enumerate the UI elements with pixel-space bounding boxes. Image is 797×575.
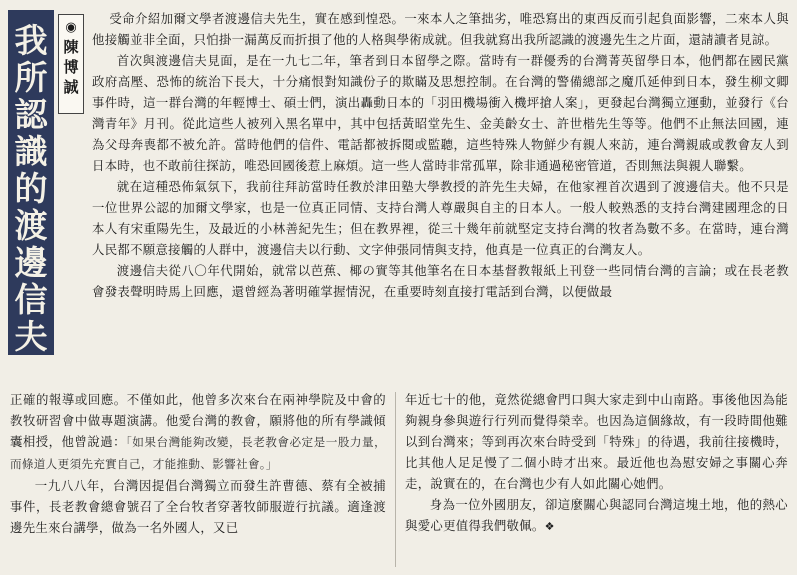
end-mark-icon: ❖ <box>544 520 555 533</box>
title-char: 認 <box>14 95 48 134</box>
paragraph-lectures-text: 正確的報導或回應。不僅如此，他曾多次來台在兩神學院及中會的教牧研習會中做專題演講。他愛台灣的教會，願將他的所有學識傾囊相授，他曾說過： <box>10 392 386 449</box>
title-char: 所 <box>14 58 48 97</box>
quote-text: 「如果台灣能夠改變，長老教會必定是一股力量，而條道人更須先充實自己，才能推動、影響社會。」 <box>10 435 386 471</box>
paragraph-closing <box>405 494 788 537</box>
author-byline <box>58 14 84 114</box>
article-column-right <box>405 389 788 569</box>
title-char: 的 <box>14 169 48 208</box>
title-char: 信 <box>14 280 48 319</box>
title-text <box>15 22 48 355</box>
author-name <box>63 37 78 97</box>
paragraph-visit: 就在這種恐佈氣氛下，我前往拜訪當時任教於津田塾大學教授的許先生夫婦，在他家裡首次遇到了渡邊信夫。他不只是一位世界公認的加爾文學家，也是一位真正同情、支持台灣人尊嚴與自主的日本人。一般人較熟悉的支持台灣建國理念的日本人有宋重陽先生，及最近的小林善紀先生；但在教界裡，從三十幾年前就堅定支持台灣的牧者為數不多。在當時，連台灣人民都不願意接觸的人群中，渡邊信夫以行動、文字伸張同情與支持，他真是一位真正的台灣友人。 <box>92 179 789 257</box>
article-body-upper <box>92 8 789 384</box>
paragraph-eighties: 渡邊信夫從八〇年代開始，就常以芭蕉、椰の實等其他筆名在日本基督教報紙上刊登一些同情台灣的言論；或在長老教會發表聲明時馬上回應，還曾經為著明確掌握情況，在重要時刻直接打電話到台灣，以便做最 <box>92 263 789 299</box>
paragraph-lectures <box>10 389 386 475</box>
title-char: 識 <box>14 132 48 171</box>
author-char: 博 <box>63 58 79 76</box>
title-char: 邊 <box>14 243 48 282</box>
article-column-left <box>10 389 386 569</box>
paragraph-first-meeting: 首次與渡邊信夫見面，是在一九七二年，筆者到日本留學之際。當時有一群優秀的台灣菁英留學日本，他們都在國民黨政府高壓、恐怖的統治下長大，十分痛恨對知識份子的欺瞞及思想控制。在台灣的警備總部之魔爪延伸到日本，發生柳文卿事件時，這一群台灣的年輕博士、碩士們，演出轟動日本的「羽田機場衝入機坪搶人案」，更發起台灣獨立運動，並發行《台灣青年》月刊。從此這些人被列入黑名單中，其中包括黃昭堂先生、金美齡女士、許世楷先生等等。他們不止無法回國，連為父母奔喪都不被允許。當時他們的信件、電話都被拆閱或監聽，這些特殊人物鮮少有親人來訪，連台灣親戚或教會友人到日本時，也不敢前往探訪，唯恐回國後惹上麻煩。這一些人當時非常孤單，除非通過秘密管道，否則無法與親人聯繫。 <box>92 53 789 173</box>
paragraph-intro: 受命介紹加爾文學者渡邊信夫先生，實在感到惶恐。一來本人之筆拙劣，唯恐寫出的東西反而引起負面影響，二來本人與他接觸並非全面，只怕掛一漏萬反而折損了他的人格與學術成就。但我就寫出我所認識的渡邊先生之片面，還請讀者見諒。 <box>92 11 789 47</box>
title-char: 我 <box>14 21 48 60</box>
author-char: 陳 <box>63 38 79 56</box>
bullet-icon: ◉ <box>65 20 77 35</box>
column-divider <box>395 392 396 567</box>
paragraph-closing-text: 身為一位外國朋友，卻這麼關心與認同台灣這塊土地，他的熱心與愛心更值得我們敬佩。 <box>405 497 788 533</box>
paragraph-march: 年近七十的他，竟然從總會門口與大家走到中山南路。事後他因為能夠親身參與遊行行列而覺得榮幸。也因為這個緣故，有一段時間他難以到台灣來；等到再次來台時受到「特殊」的待遇，我前往接機時，比其他人足足慢了二個小時才出來。最近他也為慰安婦之事關心奔走，說實在的，在台灣也少有人如此關心她們。 <box>405 392 788 491</box>
author-char: 誠 <box>63 78 79 96</box>
title-char: 渡 <box>14 206 48 245</box>
title-char: 夫 <box>14 317 48 356</box>
article-title <box>8 10 54 355</box>
paragraph-1988: 一九八八年，台灣因提倡台灣獨立而發生許曹德、蔡有全被捕事件，長老教會總會號召了全台牧者穿著牧師服遊行抗議。適逢渡邊先生來台講學，做為一名外國人，又已 <box>10 478 386 535</box>
